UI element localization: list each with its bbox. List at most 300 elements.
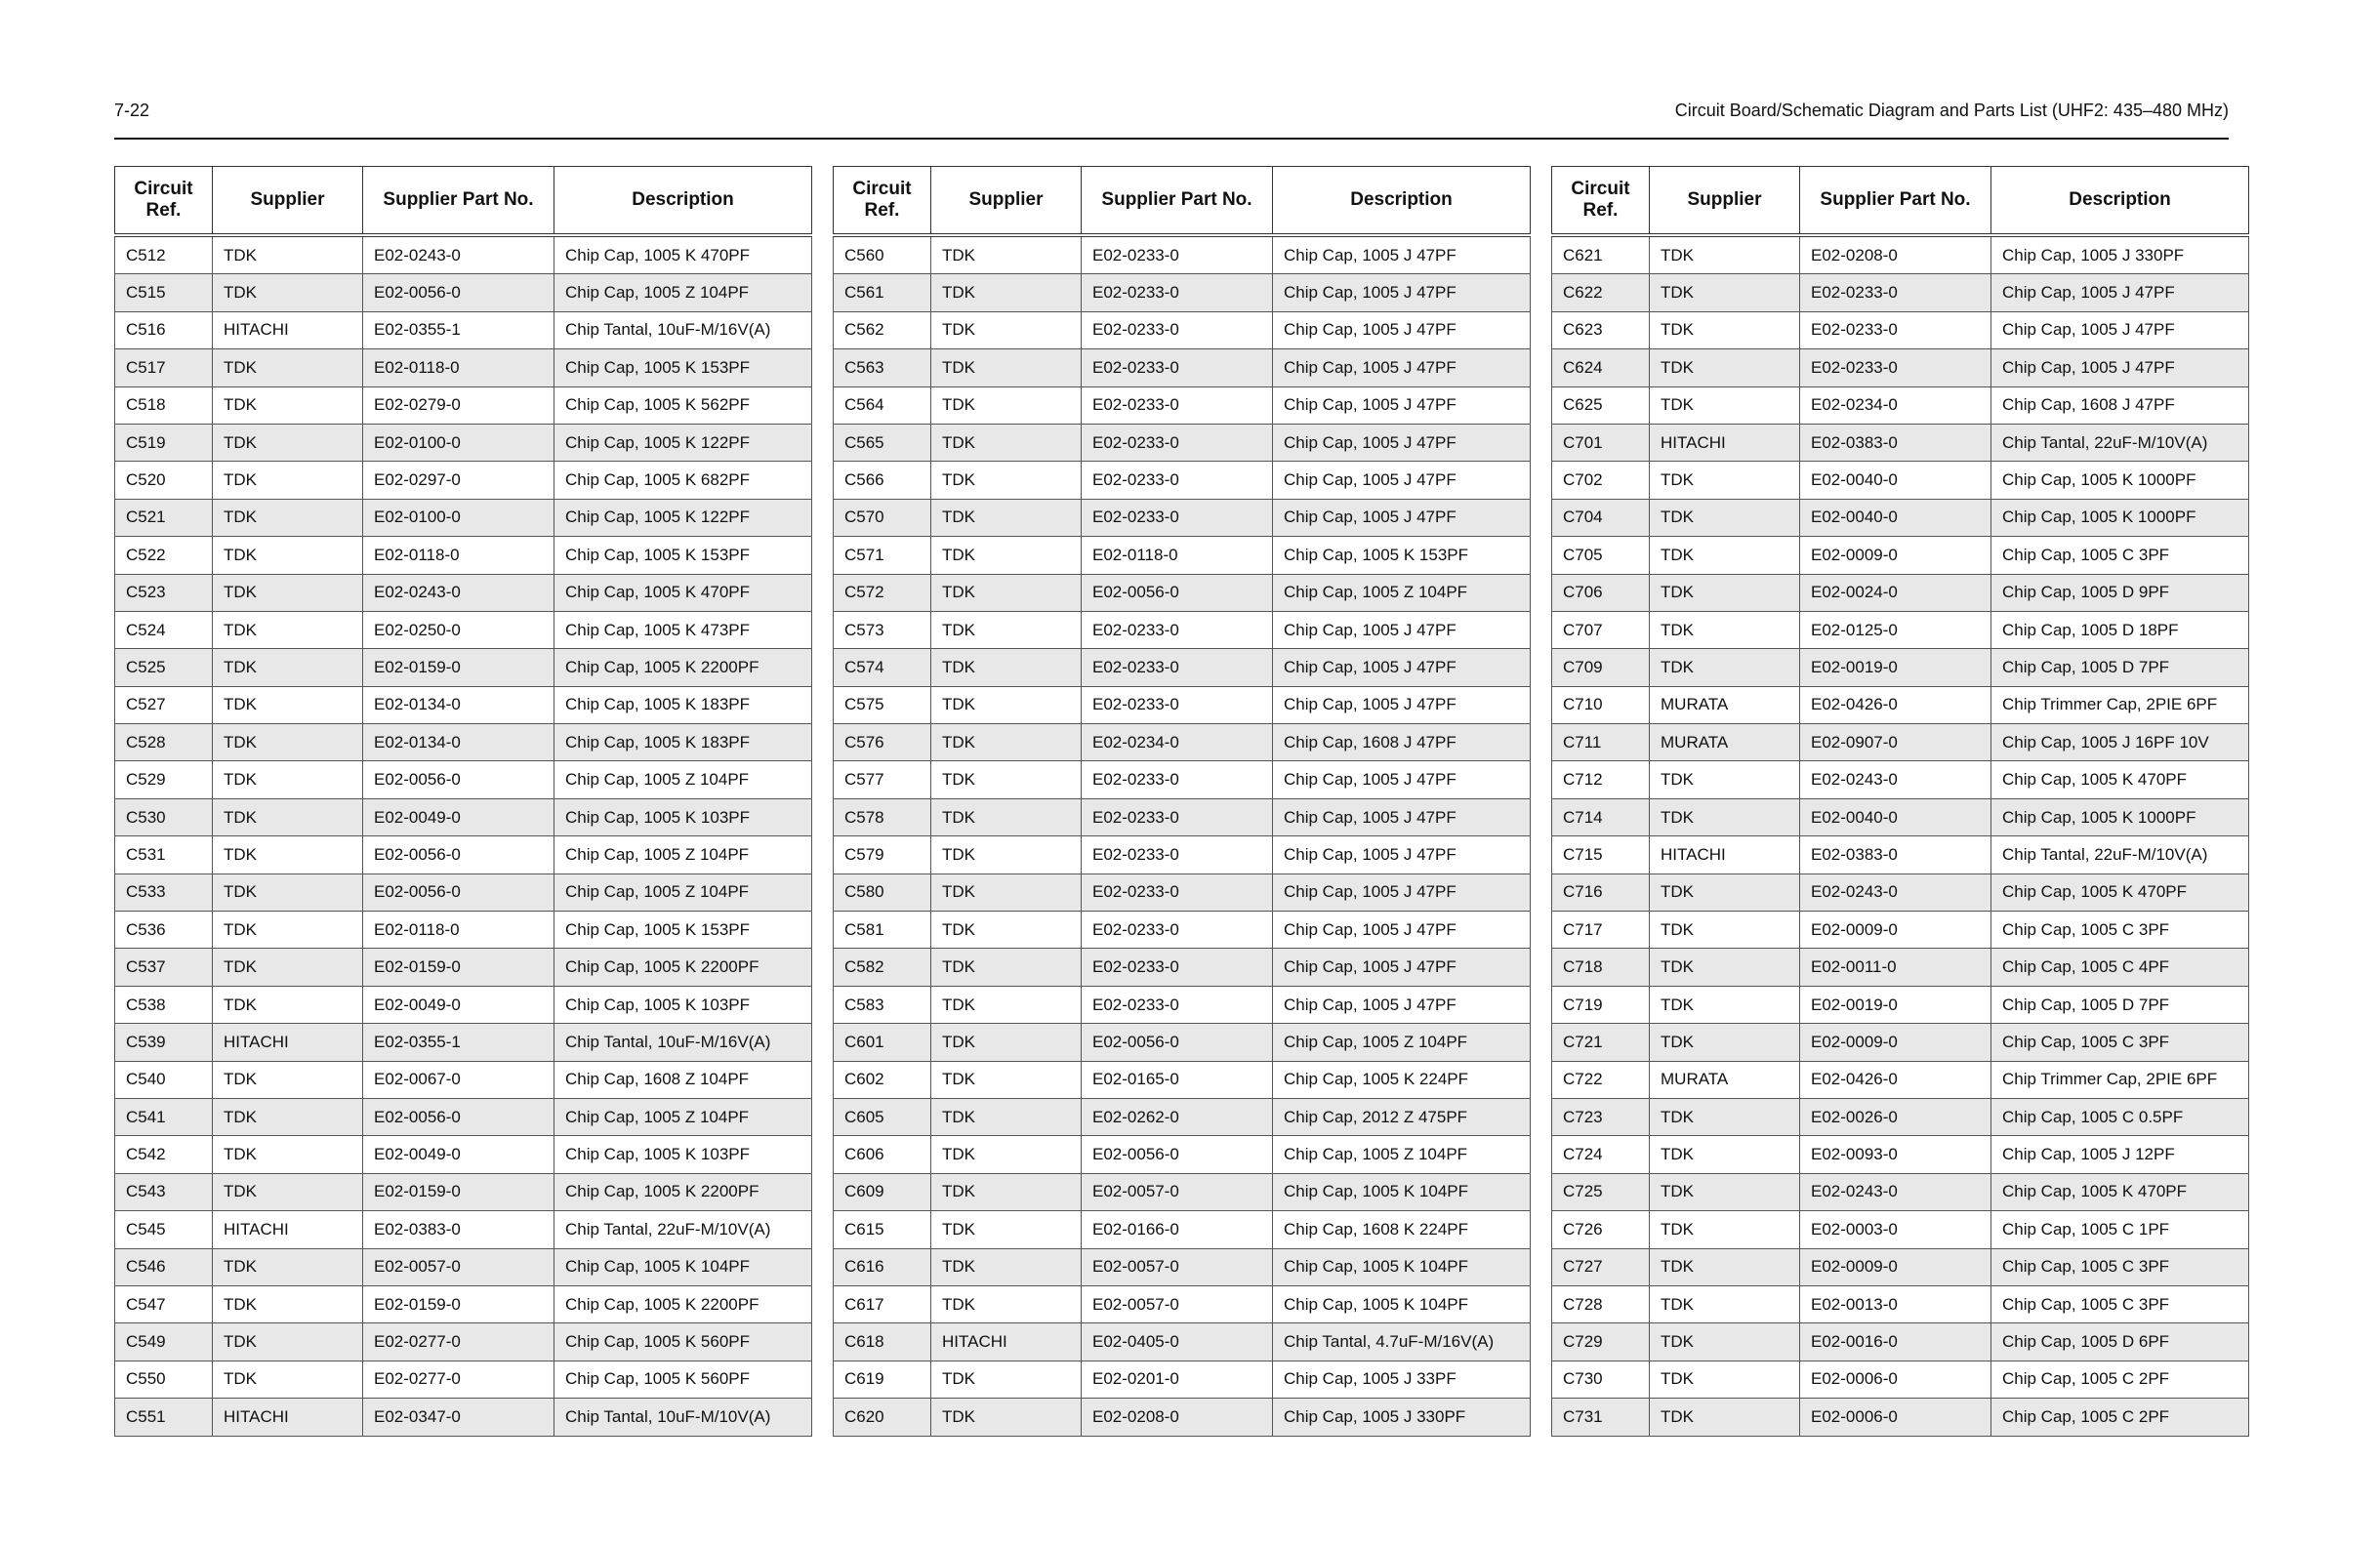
cell-supplier: TDK <box>931 462 1082 499</box>
cell-supplier: TDK <box>931 386 1082 424</box>
cell-description: Chip Cap, 1005 D 18PF <box>1991 611 2249 648</box>
cell-circuit-ref: C541 <box>115 1098 213 1135</box>
cell-description: Chip Tantal, 22uF-M/10V(A) <box>1991 836 2249 874</box>
cell-description: Chip Cap, 1005 J 12PF <box>1991 1136 2249 1173</box>
table-row <box>115 949 812 986</box>
cell-description: Chip Cap, 1005 J 47PF <box>1273 311 1531 348</box>
cell-supplier: HITACHI <box>1650 424 1800 461</box>
cell-description: Chip Tantal, 10uF-M/16V(A) <box>554 311 812 348</box>
parts-table-2 <box>833 166 1531 1437</box>
table-row <box>834 686 1531 723</box>
cell-supplier-part-no: E02-0166-0 <box>1082 1211 1273 1248</box>
cell-supplier-part-no: E02-0159-0 <box>363 1173 554 1210</box>
cell-circuit-ref: C727 <box>1552 1248 1650 1285</box>
cell-circuit-ref: C531 <box>115 836 213 874</box>
cell-circuit-ref: C722 <box>1552 1061 1650 1098</box>
cell-supplier: TDK <box>213 912 363 949</box>
cell-supplier-part-no: E02-0277-0 <box>363 1323 554 1361</box>
cell-description: Chip Cap, 1005 J 47PF <box>1273 424 1531 461</box>
cell-circuit-ref: C619 <box>834 1361 931 1398</box>
cell-supplier-part-no: E02-0347-0 <box>363 1399 554 1436</box>
table-row <box>115 311 812 348</box>
table-row <box>115 724 812 761</box>
cell-description: Chip Cap, 1005 K 104PF <box>1273 1248 1531 1285</box>
cell-description: Chip Cap, 1005 K 470PF <box>1991 1173 2249 1210</box>
cell-description: Chip Cap, 1005 J 47PF <box>1273 874 1531 911</box>
cell-supplier-part-no: E02-0165-0 <box>1082 1061 1273 1098</box>
cell-supplier-part-no: E02-0159-0 <box>363 1285 554 1322</box>
cell-circuit-ref: C624 <box>1552 349 1650 386</box>
cell-supplier-part-no: E02-0006-0 <box>1800 1361 1991 1398</box>
table-row <box>834 1248 1531 1285</box>
cell-supplier: HITACHI <box>213 1211 363 1248</box>
cell-description: Chip Cap, 1005 K 224PF <box>1273 1061 1531 1098</box>
table-row <box>1552 1399 2249 1436</box>
cell-supplier: TDK <box>1650 1024 1800 1061</box>
cell-description: Chip Tantal, 22uF-M/10V(A) <box>1991 424 2249 461</box>
cell-supplier-part-no: E02-0277-0 <box>363 1361 554 1398</box>
table-row <box>1552 1323 2249 1361</box>
cell-supplier-part-no: E02-0134-0 <box>363 724 554 761</box>
table-row <box>834 574 1531 611</box>
table-row <box>1552 1361 2249 1398</box>
cell-circuit-ref: C582 <box>834 949 931 986</box>
table-row <box>834 311 1531 348</box>
cell-description: Chip Cap, 1005 C 2PF <box>1991 1361 2249 1398</box>
cell-supplier: TDK <box>1650 499 1800 536</box>
cell-circuit-ref: C625 <box>1552 386 1650 424</box>
cell-circuit-ref: C551 <box>115 1399 213 1436</box>
cell-supplier: TDK <box>931 537 1082 574</box>
cell-circuit-ref: C542 <box>115 1136 213 1173</box>
cell-circuit-ref: C518 <box>115 386 213 424</box>
table-row <box>834 424 1531 461</box>
cell-supplier-part-no: E02-0009-0 <box>1800 912 1991 949</box>
cell-circuit-ref: C714 <box>1552 798 1650 835</box>
cell-supplier-part-no: E02-0100-0 <box>363 499 554 536</box>
cell-circuit-ref: C533 <box>115 874 213 911</box>
cell-supplier: TDK <box>213 761 363 798</box>
table-header-row <box>115 167 812 236</box>
table-row <box>115 798 812 835</box>
cell-circuit-ref: C520 <box>115 462 213 499</box>
cell-description: Chip Cap, 1005 J 47PF <box>1991 274 2249 311</box>
cell-circuit-ref: C719 <box>1552 986 1650 1023</box>
cell-circuit-ref: C565 <box>834 424 931 461</box>
cell-supplier-part-no: E02-0013-0 <box>1800 1285 1991 1322</box>
cell-supplier: TDK <box>1650 386 1800 424</box>
table-row <box>1552 761 2249 798</box>
cell-circuit-ref: C545 <box>115 1211 213 1248</box>
cell-circuit-ref: C724 <box>1552 1136 1650 1173</box>
cell-supplier: TDK <box>213 386 363 424</box>
cell-description: Chip Cap, 1005 D 6PF <box>1991 1323 2249 1361</box>
header-circuit-ref: Circuit Ref. <box>1552 167 1650 236</box>
cell-supplier-part-no: E02-0003-0 <box>1800 1211 1991 1248</box>
page-title: Circuit Board/Schematic Diagram and Parts List (UHF2: 435–480 MHz) <box>1674 101 2229 120</box>
cell-circuit-ref: C623 <box>1552 311 1650 348</box>
cell-circuit-ref: C572 <box>834 574 931 611</box>
cell-circuit-ref: C530 <box>115 798 213 835</box>
table-row <box>834 611 1531 648</box>
cell-supplier-part-no: E02-0233-0 <box>1082 235 1273 274</box>
table-row <box>834 1024 1531 1061</box>
cell-description: Chip Cap, 1005 J 47PF <box>1273 462 1531 499</box>
cell-supplier-part-no: E02-0233-0 <box>1082 761 1273 798</box>
cell-supplier: TDK <box>1650 1248 1800 1285</box>
table-row <box>1552 649 2249 686</box>
table-row <box>1552 386 2249 424</box>
cell-description: Chip Cap, 1005 K 2200PF <box>554 1173 812 1210</box>
table-row <box>1552 499 2249 536</box>
cell-supplier: TDK <box>213 1323 363 1361</box>
cell-circuit-ref: C528 <box>115 724 213 761</box>
cell-supplier: TDK <box>931 1399 1082 1436</box>
table-row <box>1552 874 2249 911</box>
cell-supplier: TDK <box>213 986 363 1023</box>
cell-supplier-part-no: E02-0134-0 <box>363 686 554 723</box>
cell-description: Chip Cap, 1005 J 47PF <box>1273 912 1531 949</box>
table-row <box>834 1323 1531 1361</box>
cell-supplier: TDK <box>931 424 1082 461</box>
cell-description: Chip Cap, 1005 K 2200PF <box>554 1285 812 1322</box>
cell-description: Chip Cap, 1005 K 153PF <box>554 349 812 386</box>
cell-supplier-part-no: E02-0057-0 <box>1082 1248 1273 1285</box>
cell-description: Chip Cap, 1005 C 3PF <box>1991 912 2249 949</box>
cell-supplier: TDK <box>931 1024 1082 1061</box>
cell-description: Chip Cap, 1005 C 3PF <box>1991 537 2249 574</box>
cell-supplier-part-no: E02-0056-0 <box>1082 1024 1273 1061</box>
cell-description: Chip Cap, 1005 K 560PF <box>554 1323 812 1361</box>
table-row <box>115 349 812 386</box>
cell-circuit-ref: C583 <box>834 986 931 1023</box>
cell-description: Chip Cap, 1005 J 330PF <box>1273 1399 1531 1436</box>
table-row <box>1552 1098 2249 1135</box>
cell-description: Chip Cap, 1005 C 2PF <box>1991 1399 2249 1436</box>
table-row <box>1552 311 2249 348</box>
cell-supplier-part-no: E02-0355-1 <box>363 311 554 348</box>
cell-supplier-part-no: E02-0233-0 <box>1082 311 1273 348</box>
cell-supplier-part-no: E02-0208-0 <box>1800 235 1991 274</box>
table-row <box>115 386 812 424</box>
cell-supplier: TDK <box>1650 462 1800 499</box>
cell-circuit-ref: C709 <box>1552 649 1650 686</box>
cell-supplier: TDK <box>1650 649 1800 686</box>
cell-supplier-part-no: E02-0262-0 <box>1082 1098 1273 1135</box>
cell-circuit-ref: C566 <box>834 462 931 499</box>
page-number: 7-22 <box>114 101 150 120</box>
cell-supplier-part-no: E02-0024-0 <box>1800 574 1991 611</box>
cell-circuit-ref: C706 <box>1552 574 1650 611</box>
cell-description: Chip Cap, 1005 K 470PF <box>554 574 812 611</box>
cell-supplier: TDK <box>213 649 363 686</box>
cell-supplier: HITACHI <box>931 1323 1082 1361</box>
cell-circuit-ref: C562 <box>834 311 931 348</box>
cell-description: Chip Cap, 1005 J 47PF <box>1991 349 2249 386</box>
cell-supplier-part-no: E02-0009-0 <box>1800 1248 1991 1285</box>
table-row <box>115 1248 812 1285</box>
cell-circuit-ref: C730 <box>1552 1361 1650 1398</box>
cell-supplier: TDK <box>931 874 1082 911</box>
table-row <box>115 649 812 686</box>
cell-supplier-part-no: E02-0057-0 <box>363 1248 554 1285</box>
cell-description: Chip Cap, 1005 Z 104PF <box>554 761 812 798</box>
cell-supplier: TDK <box>213 499 363 536</box>
table-row <box>1552 724 2249 761</box>
cell-circuit-ref: C536 <box>115 912 213 949</box>
table-row <box>1552 1211 2249 1248</box>
cell-description: Chip Cap, 1005 K 473PF <box>554 611 812 648</box>
cell-supplier: TDK <box>931 1173 1082 1210</box>
cell-circuit-ref: C726 <box>1552 1211 1650 1248</box>
cell-supplier: TDK <box>931 1285 1082 1322</box>
cell-circuit-ref: C718 <box>1552 949 1650 986</box>
cell-circuit-ref: C729 <box>1552 1323 1650 1361</box>
cell-supplier: TDK <box>931 611 1082 648</box>
cell-description: Chip Cap, 1005 Z 104PF <box>554 1098 812 1135</box>
table-row <box>115 912 812 949</box>
cell-circuit-ref: C704 <box>1552 499 1650 536</box>
table-row <box>115 274 812 311</box>
cell-description: Chip Cap, 1005 Z 104PF <box>554 274 812 311</box>
table-row <box>115 874 812 911</box>
table-row <box>834 874 1531 911</box>
cell-circuit-ref: C540 <box>115 1061 213 1098</box>
table-row <box>115 424 812 461</box>
cell-supplier: TDK <box>213 686 363 723</box>
cell-description: Chip Cap, 1005 K 153PF <box>554 912 812 949</box>
table-row <box>115 235 812 274</box>
table-row <box>1552 274 2249 311</box>
cell-description: Chip Cap, 1005 C 3PF <box>1991 1248 2249 1285</box>
table-row <box>834 1285 1531 1322</box>
cell-description: Chip Cap, 1005 K 562PF <box>554 386 812 424</box>
cell-description: Chip Cap, 1005 D 9PF <box>1991 574 2249 611</box>
cell-supplier: TDK <box>213 874 363 911</box>
table-row <box>834 1098 1531 1135</box>
cell-supplier: TDK <box>931 499 1082 536</box>
cell-supplier: TDK <box>213 574 363 611</box>
cell-description: Chip Cap, 1005 C 3PF <box>1991 1024 2249 1061</box>
cell-circuit-ref: C549 <box>115 1323 213 1361</box>
cell-supplier: TDK <box>931 912 1082 949</box>
cell-supplier: TDK <box>213 1098 363 1135</box>
cell-circuit-ref: C715 <box>1552 836 1650 874</box>
cell-description: Chip Cap, 1608 Z 104PF <box>554 1061 812 1098</box>
table-row <box>1552 574 2249 611</box>
cell-circuit-ref: C525 <box>115 649 213 686</box>
cell-supplier: TDK <box>213 1136 363 1173</box>
cell-circuit-ref: C723 <box>1552 1098 1650 1135</box>
cell-supplier: TDK <box>931 349 1082 386</box>
cell-supplier-part-no: E02-0159-0 <box>363 649 554 686</box>
table-row <box>1552 1136 2249 1173</box>
table-row <box>1552 1024 2249 1061</box>
cell-supplier-part-no: E02-0011-0 <box>1800 949 1991 986</box>
cell-supplier-part-no: E02-0243-0 <box>363 235 554 274</box>
cell-circuit-ref: C576 <box>834 724 931 761</box>
cell-circuit-ref: C618 <box>834 1323 931 1361</box>
cell-supplier-part-no: E02-0426-0 <box>1800 686 1991 723</box>
cell-circuit-ref: C573 <box>834 611 931 648</box>
cell-supplier: TDK <box>1650 311 1800 348</box>
cell-description: Chip Cap, 1005 K 122PF <box>554 424 812 461</box>
table-row <box>1552 611 2249 648</box>
cell-circuit-ref: C616 <box>834 1248 931 1285</box>
cell-circuit-ref: C578 <box>834 798 931 835</box>
cell-description: Chip Cap, 1005 K 153PF <box>1273 537 1531 574</box>
table-row <box>834 537 1531 574</box>
cell-circuit-ref: C721 <box>1552 1024 1650 1061</box>
table-header-row <box>1552 167 2249 236</box>
cell-description: Chip Cap, 1005 Z 104PF <box>1273 1024 1531 1061</box>
cell-supplier: TDK <box>213 836 363 874</box>
cell-description: Chip Cap, 1005 Z 104PF <box>1273 1136 1531 1173</box>
cell-supplier: TDK <box>213 537 363 574</box>
cell-circuit-ref: C728 <box>1552 1285 1650 1322</box>
cell-supplier: TDK <box>1650 1285 1800 1322</box>
cell-supplier-part-no: E02-0118-0 <box>363 349 554 386</box>
cell-circuit-ref: C711 <box>1552 724 1650 761</box>
cell-description: Chip Cap, 1005 K 103PF <box>554 1136 812 1173</box>
cell-description: Chip Cap, 1005 K 682PF <box>554 462 812 499</box>
cell-supplier-part-no: E02-0125-0 <box>1800 611 1991 648</box>
cell-description: Chip Cap, 1005 J 47PF <box>1273 836 1531 874</box>
cell-circuit-ref: C571 <box>834 537 931 574</box>
table-row <box>115 1361 812 1398</box>
cell-circuit-ref: C606 <box>834 1136 931 1173</box>
table-row <box>1552 836 2249 874</box>
cell-circuit-ref: C550 <box>115 1361 213 1398</box>
table-row <box>834 1211 1531 1248</box>
cell-circuit-ref: C617 <box>834 1285 931 1322</box>
cell-description: Chip Cap, 1005 K 1000PF <box>1991 462 2249 499</box>
cell-supplier-part-no: E02-0233-0 <box>1082 424 1273 461</box>
cell-supplier-part-no: E02-0056-0 <box>363 761 554 798</box>
table-body <box>115 235 812 1436</box>
cell-circuit-ref: C570 <box>834 499 931 536</box>
cell-supplier-part-no: E02-0233-0 <box>1082 649 1273 686</box>
cell-supplier: TDK <box>213 274 363 311</box>
cell-supplier: TDK <box>1650 1173 1800 1210</box>
cell-description: Chip Cap, 1005 J 47PF <box>1273 649 1531 686</box>
cell-circuit-ref: C539 <box>115 1024 213 1061</box>
table-row <box>115 836 812 874</box>
cell-description: Chip Cap, 1005 K 1000PF <box>1991 798 2249 835</box>
cell-supplier: TDK <box>213 724 363 761</box>
parts-table-1 <box>114 166 812 1437</box>
cell-description: Chip Tantal, 22uF-M/10V(A) <box>554 1211 812 1248</box>
cell-supplier-part-no: E02-0279-0 <box>363 386 554 424</box>
cell-description: Chip Cap, 1005 K 103PF <box>554 798 812 835</box>
cell-description: Chip Cap, 1005 J 47PF <box>1991 311 2249 348</box>
cell-circuit-ref: C710 <box>1552 686 1650 723</box>
cell-supplier-part-no: E02-0243-0 <box>363 574 554 611</box>
cell-supplier: TDK <box>931 949 1082 986</box>
cell-supplier: TDK <box>931 574 1082 611</box>
parts-table-3 <box>1551 166 2249 1437</box>
cell-supplier: HITACHI <box>213 1399 363 1436</box>
cell-supplier-part-no: E02-0233-0 <box>1082 462 1273 499</box>
cell-description: Chip Cap, 1005 K 470PF <box>1991 761 2249 798</box>
cell-circuit-ref: C622 <box>1552 274 1650 311</box>
cell-supplier: TDK <box>213 611 363 648</box>
cell-supplier-part-no: E02-0049-0 <box>363 1136 554 1173</box>
cell-supplier-part-no: E02-0233-0 <box>1082 836 1273 874</box>
cell-circuit-ref: C538 <box>115 986 213 1023</box>
cell-circuit-ref: C605 <box>834 1098 931 1135</box>
cell-supplier-part-no: E02-0355-1 <box>363 1024 554 1061</box>
cell-supplier: TDK <box>1650 798 1800 835</box>
cell-supplier-part-no: E02-0118-0 <box>363 537 554 574</box>
cell-supplier: TDK <box>1650 274 1800 311</box>
cell-supplier: TDK <box>931 1136 1082 1173</box>
cell-supplier-part-no: E02-0243-0 <box>1800 1173 1991 1210</box>
cell-supplier: MURATA <box>1650 724 1800 761</box>
cell-description: Chip Cap, 1005 Z 104PF <box>554 874 812 911</box>
cell-supplier: TDK <box>931 1248 1082 1285</box>
cell-supplier-part-no: E02-0057-0 <box>1082 1173 1273 1210</box>
table-row <box>115 1098 812 1135</box>
cell-supplier-part-no: E02-0118-0 <box>1082 537 1273 574</box>
header-supplier-part-no: Supplier Part No. <box>363 167 554 236</box>
cell-supplier-part-no: E02-0233-0 <box>1082 386 1273 424</box>
cell-supplier-part-no: E02-0067-0 <box>363 1061 554 1098</box>
cell-supplier-part-no: E02-0019-0 <box>1800 986 1991 1023</box>
cell-supplier-part-no: E02-0234-0 <box>1082 724 1273 761</box>
cell-supplier-part-no: E02-0026-0 <box>1800 1098 1991 1135</box>
cell-circuit-ref: C580 <box>834 874 931 911</box>
cell-supplier-part-no: E02-0040-0 <box>1800 499 1991 536</box>
cell-description: Chip Trimmer Cap, 2PIE 6PF <box>1991 686 2249 723</box>
cell-description: Chip Cap, 1005 K 183PF <box>554 724 812 761</box>
cell-description: Chip Cap, 1005 J 47PF <box>1273 686 1531 723</box>
cell-supplier-part-no: E02-0297-0 <box>363 462 554 499</box>
cell-supplier: TDK <box>1650 874 1800 911</box>
table-row <box>1552 462 2249 499</box>
table-row <box>834 649 1531 686</box>
cell-supplier: TDK <box>1650 537 1800 574</box>
table-row <box>115 537 812 574</box>
cell-description: Chip Cap, 1005 J 47PF <box>1273 274 1531 311</box>
cell-description: Chip Cap, 1005 K 103PF <box>554 986 812 1023</box>
cell-circuit-ref: C716 <box>1552 874 1650 911</box>
cell-circuit-ref: C563 <box>834 349 931 386</box>
cell-supplier-part-no: E02-0056-0 <box>363 274 554 311</box>
table-row <box>834 349 1531 386</box>
table-row <box>834 462 1531 499</box>
cell-supplier: HITACHI <box>1650 836 1800 874</box>
cell-supplier: TDK <box>213 1361 363 1398</box>
cell-supplier: TDK <box>931 798 1082 835</box>
cell-supplier: TDK <box>213 1285 363 1322</box>
table-row <box>1552 1248 2249 1285</box>
table-row <box>115 1323 812 1361</box>
table-row <box>115 1285 812 1322</box>
table-row <box>115 1136 812 1173</box>
cell-circuit-ref: C601 <box>834 1024 931 1061</box>
cell-description: Chip Cap, 1608 J 47PF <box>1273 724 1531 761</box>
cell-supplier-part-no: E02-0907-0 <box>1800 724 1991 761</box>
cell-supplier: TDK <box>931 274 1082 311</box>
table-row <box>115 1061 812 1098</box>
table-row <box>115 986 812 1023</box>
cell-circuit-ref: C579 <box>834 836 931 874</box>
cell-supplier: TDK <box>1650 1211 1800 1248</box>
cell-supplier-part-no: E02-0426-0 <box>1800 1061 1991 1098</box>
cell-supplier-part-no: E02-0208-0 <box>1082 1399 1273 1436</box>
cell-supplier-part-no: E02-0006-0 <box>1800 1399 1991 1436</box>
